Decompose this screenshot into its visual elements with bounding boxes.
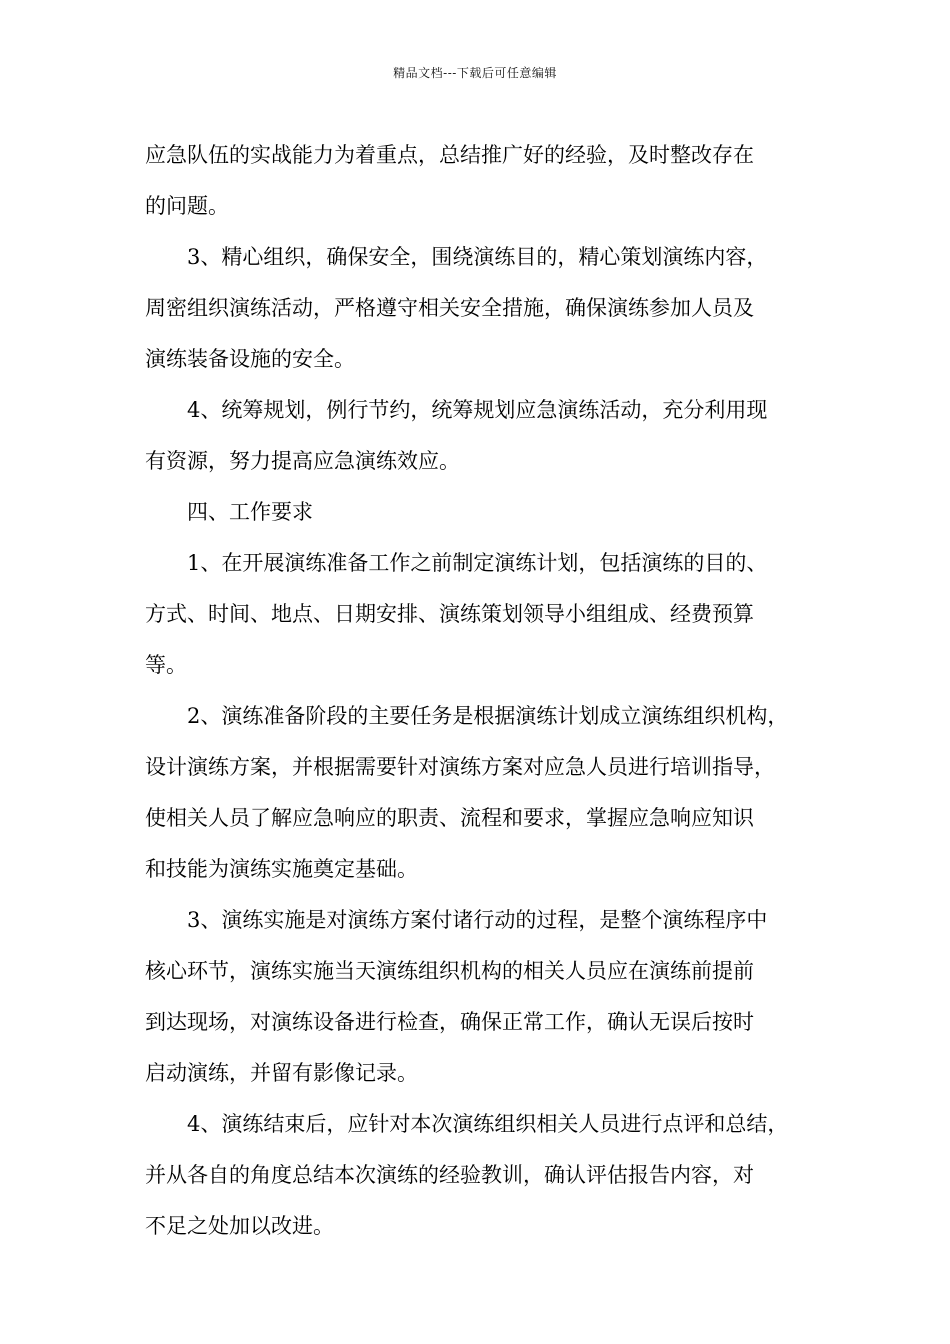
text-line: 周密组织演练活动，严格遵守相关安全措施，确保演练参加人员及 <box>145 296 754 320</box>
text-line: 4、演练结束后，应针对本次演练组织相关人员进行点评和总结， <box>187 1112 789 1136</box>
text-line: 1、在开展演练准备工作之前制定演练计划，包括演练的目的、 <box>187 551 768 575</box>
text-line: 使相关人员了解应急响应的职责、流程和要求，掌握应急响应知识 <box>145 806 754 830</box>
document-body <box>145 130 817 1252</box>
text-line: 方式、时间、地点、日期安排、演练策划领导小组组成、经费预算 <box>145 602 754 626</box>
text-line: 演练装备设施的安全。 <box>145 347 355 371</box>
text-line: 不足之处加以改进。 <box>145 1214 334 1238</box>
text-line: 2、演练准备阶段的主要任务是根据演练计划成立演练组织机构， <box>187 704 789 728</box>
text-line: 有资源，努力提高应急演练效应。 <box>145 449 460 473</box>
text-line: 等。 <box>145 653 187 677</box>
text-line: 3、演练实施是对演练方案付诸行动的过程，是整个演练程序中 <box>187 908 768 932</box>
text-line: 到达现场，对演练设备进行检查，确保正常工作，确认无误后按时 <box>145 1010 754 1034</box>
text-line: 和技能为演练实施奠定基础。 <box>145 857 418 881</box>
text-line: 的问题。 <box>145 194 229 218</box>
text-line: 核心环节，演练实施当天演练组织机构的相关人员应在演练前提前 <box>145 959 754 983</box>
page-header: 精品文档---下载后可任意编辑 <box>393 66 557 80</box>
text-line: 并从各自的角度总结本次演练的经验教训，确认评估报告内容，对 <box>145 1163 754 1187</box>
text-line: 设计演练方案，并根据需要针对演练方案对应急人员进行培训指导， <box>145 755 775 779</box>
text-line: 4、统筹规划，例行节约，统筹规划应急演练活动，充分利用现 <box>187 398 768 422</box>
text-line: 3、精心组织，确保安全，围绕演练目的，精心策划演练内容， <box>187 245 768 269</box>
text-line: 应急队伍的实战能力为着重点，总结推广好的经验，及时整改存在 <box>145 143 754 167</box>
section-heading: 四、工作要求 <box>187 500 313 524</box>
text-line: 启动演练，并留有影像记录。 <box>145 1061 418 1085</box>
